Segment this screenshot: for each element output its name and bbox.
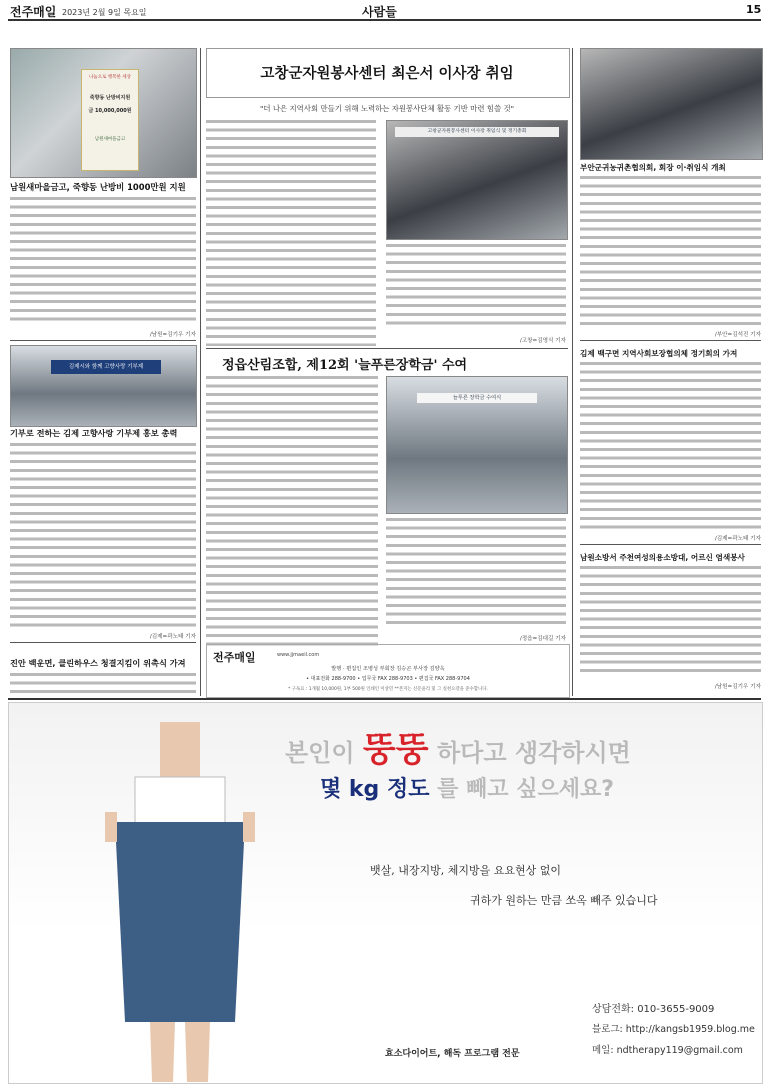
ad-text: 본인이 (285, 739, 363, 767)
masthead-box (206, 644, 570, 698)
ad-headline-2 (320, 772, 760, 803)
article-photo (386, 120, 568, 240)
article-body (580, 176, 761, 326)
page-number: 15 (746, 3, 762, 16)
ad-text: 하다고 생각하시면 (428, 739, 631, 767)
article-body (10, 197, 196, 325)
photo-banner: 김제시와 함께 고향사랑 기부제 (51, 360, 161, 374)
issue-date: 2023년 2월 9일 목요일 (62, 8, 147, 17)
sign-line: 금 10,000,000원 (88, 108, 132, 114)
masthead-publisher: 발행 · 편집인 조병성 부회장 김승곤 부사장 김양옥 (331, 666, 445, 672)
ad-brand: 효소다이어트, 해독 프로그램 전문 (385, 1049, 520, 1059)
article-body (206, 376, 378, 648)
photo-banner: 고창군자원봉사센터 이사장 취임식 및 정기총회 (395, 127, 559, 137)
diet-model-illustration (105, 722, 255, 1082)
article-body (10, 673, 196, 693)
article-headline: 남원새마을금고, 죽향동 난방비 1000만원 지원 (10, 182, 186, 192)
newspaper-logo: 전주매일 (10, 5, 57, 19)
article-body (206, 120, 376, 346)
ad-emphasis: 몇 kg 정도 (320, 777, 430, 802)
masthead-phones: • 대표전화 288-9700 • 업무국 FAX 288-9703 • 편집국 FAX 288-9704 (306, 676, 470, 682)
donation-sign (81, 69, 139, 171)
article-byline: /고창=김영식 기자 (519, 338, 566, 344)
ad-divider (8, 698, 761, 700)
article-byline: /부안=김석진 기자 (714, 332, 761, 338)
column-divider (572, 48, 573, 696)
article-photo (386, 376, 568, 514)
article-divider (206, 348, 568, 349)
article-headline: 고창군자원봉사센터 최은서 이사장 취임 (260, 65, 514, 82)
article-divider (10, 340, 196, 341)
sign-line: 죽향동 난방비지원 (89, 95, 131, 101)
article-headline: 남원소방서 주천여성의용소방대, 어르신 염색봉사 (580, 553, 745, 562)
masthead-url: www.jjmaeil.com (277, 652, 320, 658)
article-divider (580, 544, 761, 545)
ad-email: 메일: ndtherapy119@gmail.com (592, 1045, 743, 1056)
article-body (580, 566, 761, 678)
article-byline: /김제=곽노태 기자 (714, 536, 761, 542)
article-body (580, 362, 761, 532)
masthead-footer: * 구독료 : 1개월 10,000원, 1부 500원 인쇄인 이상민 **본지는 신문윤리 및 그 실천요강을 준수합니다. (288, 687, 488, 692)
masthead-logo: 전주매일 (213, 651, 256, 664)
article-body (386, 518, 566, 630)
ad-text: 를 빼고 싶으세요? (429, 777, 614, 802)
sign-line: 남원새마을금고 (94, 137, 126, 142)
article-byline: /남원=김기우 기자 (149, 332, 196, 338)
header-rule (8, 19, 761, 21)
article-headline: 기부로 전하는 김제 고향사랑 기부제 홍보 총력 (10, 428, 178, 438)
article-photo (10, 48, 197, 178)
ad-description-2: 귀하가 원하는 만큼 쏘옥 빼주 있습니다 (470, 894, 658, 907)
ad-emphasis: 뚱뚱 (362, 730, 429, 770)
article-byline: /김제=곽노태 기자 (149, 634, 196, 640)
section-title: 사람들 (362, 5, 397, 19)
ad-blog: 블로그: http://kangsb1959.blog.me (592, 1024, 755, 1035)
column-divider (200, 48, 201, 696)
article-body (10, 443, 196, 629)
ad-headline-1 (285, 722, 755, 771)
ad-description-1: 뱃살, 내장지방, 체지방을 요요현상 없이 (370, 864, 561, 877)
article-headline: 진안 백운면, 클린하우스 청결지킴이 위촉식 가져 (10, 658, 186, 668)
article-photo (580, 48, 763, 160)
sign-line: 나눔으로 행복한 세상 (89, 75, 131, 80)
article-subhead: "더 나은 지역사회 만들기 위해 노력하는 자원봉사단체 활동 기반 마련 힘쓸 것" (260, 104, 514, 113)
article-divider (580, 340, 761, 341)
ad-phone: 상담전화: 010-3655-9009 (592, 1004, 715, 1015)
article-headline: 정읍산림조합, 제12회 '늘푸른장학금' 수여 (222, 358, 468, 373)
article-headline: 부안군귀농귀촌협의회, 회장 이·취임식 개최 (580, 163, 726, 172)
article-divider (10, 642, 196, 643)
article-byline: /정읍=김대길 기자 (519, 636, 566, 642)
article-photo (10, 345, 197, 427)
article-headline: 김제 백구면 지역사회보장협의체 정기회의 가져 (580, 349, 738, 358)
article-byline: /남원=김기우 기자 (714, 684, 761, 690)
photo-banner: 늘푸른 장학금 수여식 (417, 393, 537, 403)
article-body (386, 244, 566, 330)
